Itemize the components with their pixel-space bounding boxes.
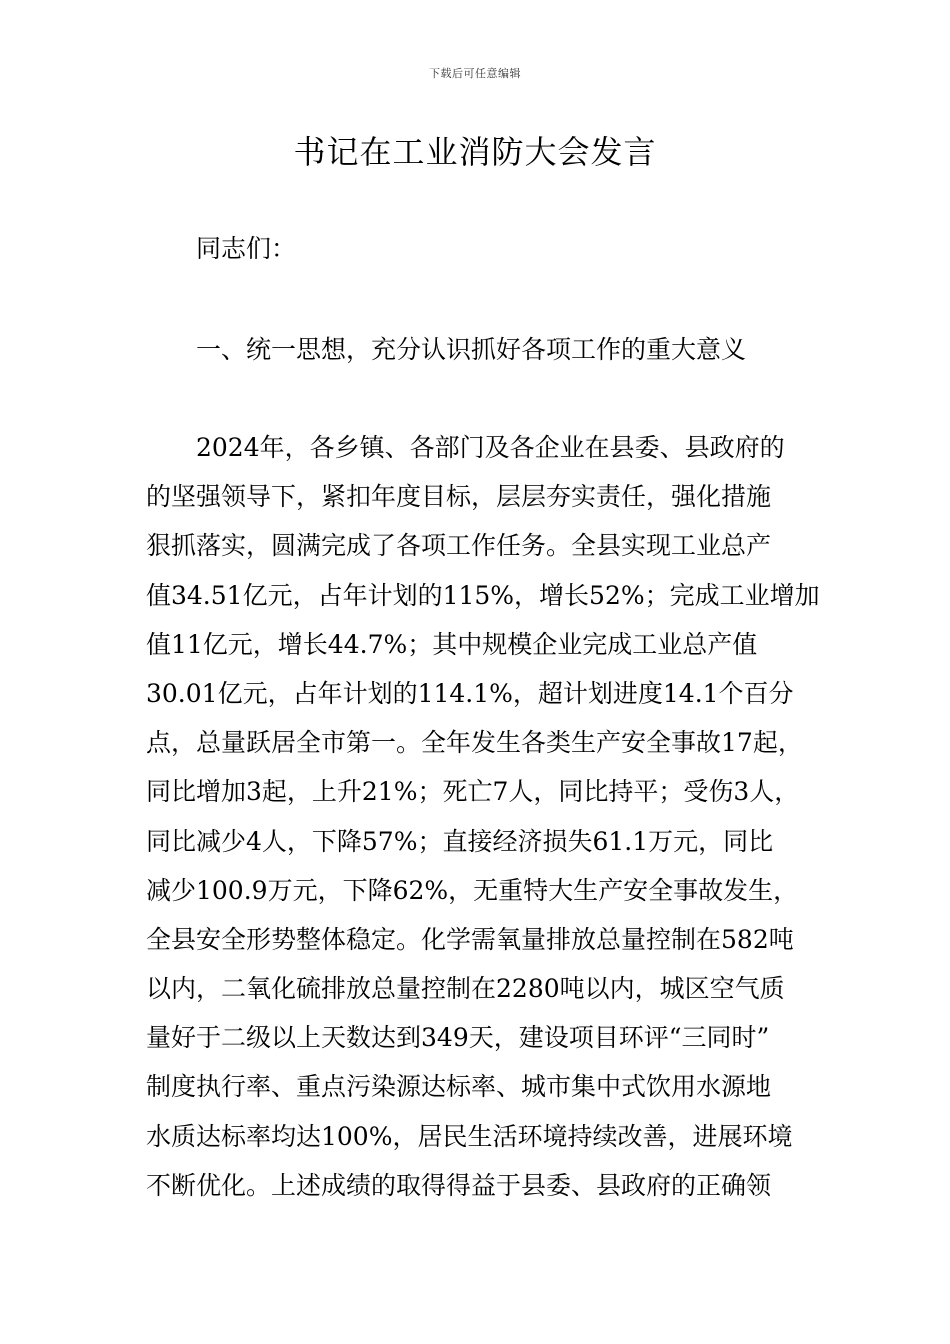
paragraph-line: 的坚强领导下，紧扣年度目标，层层夯实责任，强化措施	[146, 482, 772, 512]
paragraph-line: 30.01亿元，占年计划的114.1%，超计划进度14.1个百分	[146, 678, 794, 708]
paragraph-line: 值34.51亿元，占年计划的115%，增长52%；完成工业增加	[146, 580, 820, 610]
paragraph-line: 不断优化。上述成绩的取得得益于县委、县政府的正确领	[146, 1170, 772, 1200]
paragraph-line: 全县安全形势整体稳定。化学需氧量排放总量控制在582吨	[146, 924, 794, 954]
paragraph-line: 狠抓落实，圆满完成了各项工作任务。全县实现工业总产	[146, 531, 772, 561]
paragraph-line: 2024年，各乡镇、各部门及各企业在县委、县政府的	[196, 433, 785, 462]
paragraph-line: 制度执行率、重点污染源达标率、城市集中式饮用水源地	[146, 1072, 772, 1102]
paragraph-line: 量好于二级以上天数达到349天，建设项目环评“三同时”	[146, 1023, 770, 1053]
paragraph-line: 值11亿元，增长44.7%；其中规模企业完成工业总产值	[146, 629, 758, 659]
paragraph-line: 同比增加3起，上升21%；死亡7人，同比持平；受伤3人，	[146, 777, 800, 807]
paragraph-line: 减少100.9万元，下降62%，无重特大生产安全事故发生，	[146, 875, 799, 905]
document-title: 书记在工业消防大会发言	[293, 133, 657, 171]
header-note: 下载后可任意编辑	[429, 67, 521, 80]
paragraph-line: 水质达标率均达100%，居民生活环境持续改善，进展环境	[146, 1121, 793, 1151]
body-paragraph	[146, 430, 826, 1217]
salutation: 同志们：	[196, 234, 297, 263]
paragraph-line: 以内，二氧化硫排放总量控制在2280吨以内，城区空气质	[146, 974, 785, 1004]
paragraph-line: 点，总量跃居全市第一。全年发生各类生产安全事故17起，	[146, 728, 803, 758]
paragraph-line: 同比减少4人，下降57%；直接经济损失61.1万元，同比	[146, 826, 774, 856]
section-heading: 一、统一思想，充分认识抓好各项工作的重大意义	[196, 335, 747, 364]
